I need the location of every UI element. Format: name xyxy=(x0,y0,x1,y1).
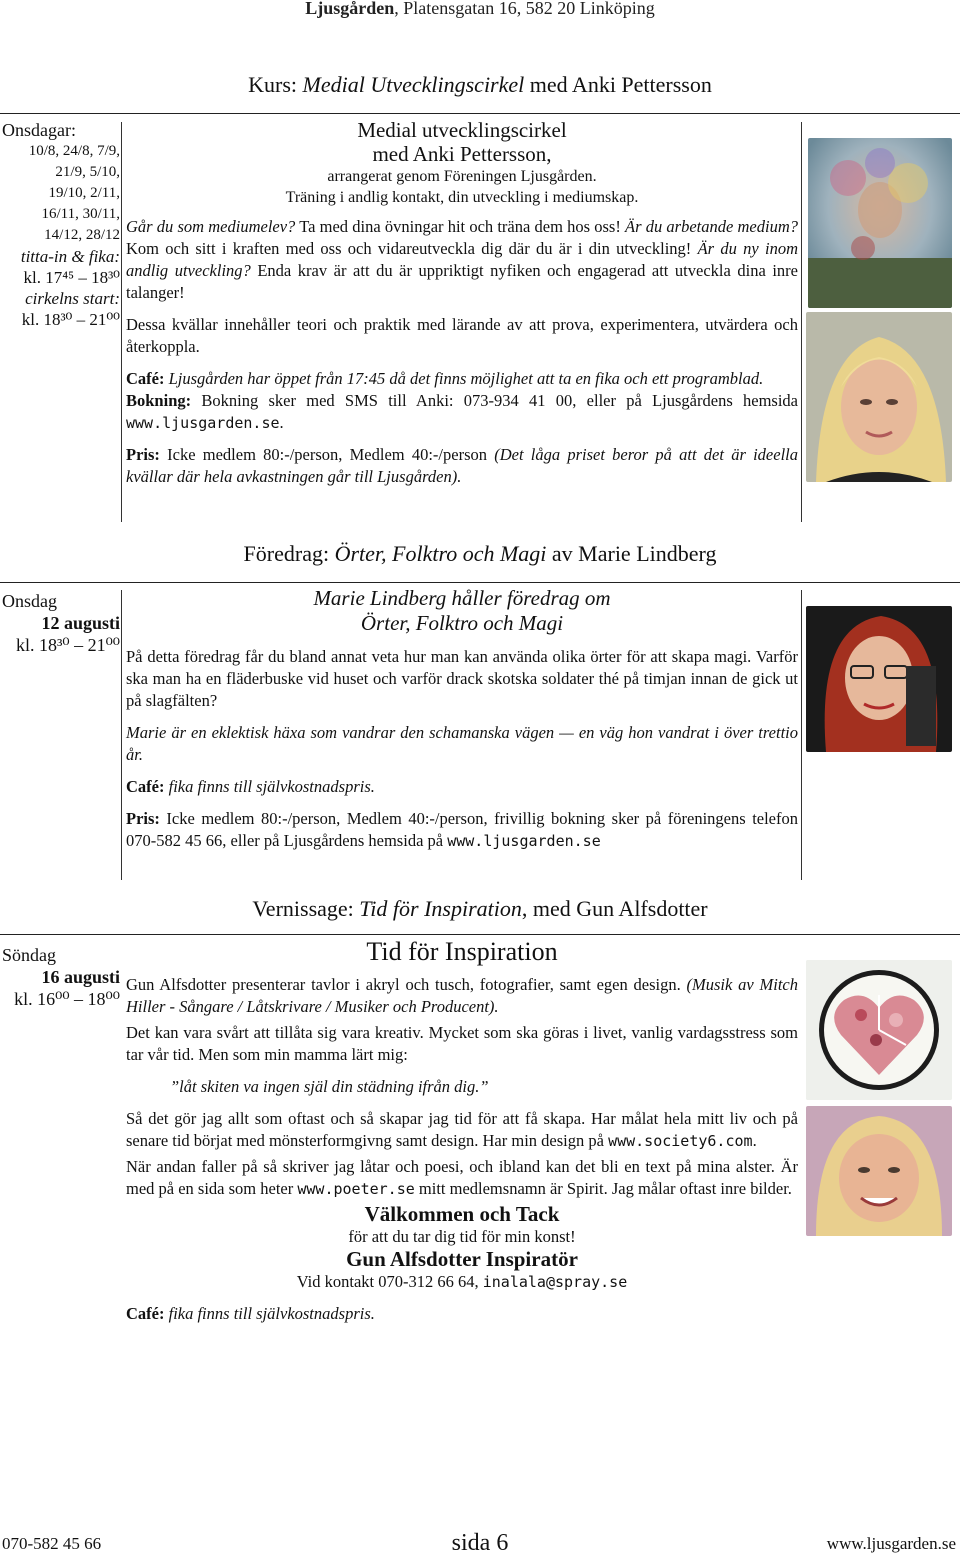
lecture-title-italic: Örter, Folktro och Magi xyxy=(334,541,547,566)
vernissage-paragraph-poetry xyxy=(126,1156,798,1200)
lecture-left-rule xyxy=(121,590,122,880)
contact-text: Vid kontakt 070-312 66 64, xyxy=(296,1272,483,1291)
course-q1: Går du som mediumelev? xyxy=(126,217,296,236)
course-right-rule xyxy=(801,122,802,522)
vernissage-body xyxy=(126,936,798,1335)
lecture-price xyxy=(126,808,798,852)
vernissage-date: 16 augusti xyxy=(41,967,120,987)
course-cafe xyxy=(126,368,798,390)
course-divider xyxy=(0,113,960,114)
cafe-text: fika finns till självkostnadspris. xyxy=(164,1304,375,1323)
price-text: Icke medlem 80:-/person, Medlem 40:-/person xyxy=(159,445,495,464)
lecture-paragraph: På detta föredrag får du bland annat veta hur man kan använda olika örter för att skapa magi. Varför ska man ha en fläderbuske vid huset och varför drack skotska soldater thé på timjan innan de gick ut på slagfälten? xyxy=(126,647,798,710)
thanks-line: för att du tar dig tid för min konst! xyxy=(348,1227,576,1246)
cafe-text: Ljusgården har öppet från 17:45 då det finns möjlighet att ta en fika och ett programblad. xyxy=(164,369,764,388)
poetry-end: mitt medlemsnamn är Spirit. Jag målar oftast inre bilder. xyxy=(414,1179,792,1198)
footer-url[interactable]: www.ljusgarden.se xyxy=(826,1534,956,1553)
cafe-text: fika finns till självkostnadspris. xyxy=(164,777,375,796)
course-booking xyxy=(126,390,798,434)
booking-text: Bokning sker med SMS till Anki: 073-934 41 00, eller på Ljusgårdens hemsida xyxy=(191,391,798,410)
cafe-label: Café: xyxy=(126,369,165,388)
lecture-section-title xyxy=(0,541,960,567)
titta-in-time: kl. 17⁴⁵ – 18³⁰ xyxy=(23,268,120,287)
footer-page: sida 6 xyxy=(451,1530,509,1556)
course-day-label: Onsdagar: xyxy=(2,120,76,140)
design-text: Så det gör jag allt som oftast och så skapar jag tid för att få skapa. Har målat hela mitt liv och på senare tid börjat med mönsterformgivng samt design. Har min design på xyxy=(126,1109,798,1150)
painting-image xyxy=(808,138,952,308)
course-q3: Är du ny inom andlig utveckling? xyxy=(126,239,799,280)
header-place: Ljusgården xyxy=(305,0,395,18)
lecture-heading: Marie Lindberg håller föredrag om xyxy=(313,586,611,610)
vernissage-intro-text: Gun Alfsdotter presenterar tavlor i akryl och tusch, fotografier, samt egen design. xyxy=(126,975,681,994)
course-q2: Är du arbetande medium? xyxy=(625,217,798,236)
vernissage-title-prefix: Vernissage: xyxy=(252,896,360,921)
poeter-link[interactable]: www.poeter.se xyxy=(297,1180,415,1198)
society6-link[interactable]: www.society6.com xyxy=(608,1132,753,1150)
course-date-line: 21/9, 5/10, xyxy=(55,164,120,180)
anki-photo xyxy=(806,312,952,482)
contact-line xyxy=(126,1271,798,1293)
vernissage-title-suffix: , med Gun Alfsdotter xyxy=(521,896,708,921)
lecture-subheading: Örter, Folktro och Magi xyxy=(360,611,564,635)
contact-email[interactable]: inalala@spray.se xyxy=(482,1273,628,1291)
page-header xyxy=(0,0,960,19)
course-schedule xyxy=(2,120,120,330)
design-end: . xyxy=(752,1131,757,1150)
lecture-link[interactable]: www.ljusgarden.se xyxy=(447,832,601,850)
vernissage-title-italic: Tid för Inspiration xyxy=(359,896,522,921)
vernissage-music-note: (Musik av Mitch Hiller - Sångare / Låtskrivare / Musiker och Producent). xyxy=(126,975,798,1016)
course-tagline: Träning i andlig kontakt, din utveckling i mediumskap. xyxy=(285,189,639,206)
booking-end: . xyxy=(279,413,284,432)
lecture-schedule xyxy=(2,590,120,656)
course-content-paragraph: Dessa kvällar innehåller teori och praktik med lärande av att prova, experimentera, utvärdera och återkoppla. xyxy=(126,315,798,356)
booking-link[interactable]: www.ljusgarden.se xyxy=(126,414,280,432)
vernissage-paragraph: Det kan vara svårt att tillåta sig vara kreativ. Mycket som ska göras i livet, vanlig vardagsstress som tar vår tid. Men som min mamma lärt mig: xyxy=(126,1023,798,1064)
vernissage-section-title xyxy=(0,896,960,922)
course-body xyxy=(126,118,798,498)
marie-photo xyxy=(806,606,952,752)
course-a3: Enda krav är att du är uppriktigt nyfiken och engagerad att utveckla dina inre talanger! xyxy=(126,261,798,302)
cirkel-start-time: kl. 18³⁰ – 21⁰⁰ xyxy=(21,310,120,329)
cafe-label: Café: xyxy=(126,777,165,796)
cirkel-start-label: cirkelns start: xyxy=(25,289,120,308)
course-a1: Ta med dina övningar hit och träna dem hos oss! xyxy=(295,217,626,236)
lecture-right-rule xyxy=(801,590,802,880)
course-title-italic: Medial Utvecklingscirkel xyxy=(302,72,525,97)
lecture-bio: Marie är en eklektisk häxa som vandrar den schamanska vägen — en väg hon vandrat i över trettio år. xyxy=(126,723,798,764)
lecture-title-prefix: Föredrag: xyxy=(243,541,335,566)
price-label: Pris: xyxy=(126,445,160,464)
footer-phone: 070-582 45 66 xyxy=(2,1534,102,1553)
course-title-prefix: Kurs: xyxy=(248,72,303,97)
vernissage-cafe xyxy=(126,1303,798,1325)
course-title-suffix: med Anki Pettersson xyxy=(524,72,712,97)
course-intro-paragraph xyxy=(126,216,798,304)
signature: Gun Alfsdotter Inspiratör xyxy=(346,1247,578,1271)
lecture-date: 12 augusti xyxy=(41,613,120,633)
titta-in-label: titta-in & fika: xyxy=(20,247,120,266)
vernissage-quote: ”låt skiten va ingen själ din städning ifrån dig.” xyxy=(170,1077,489,1096)
cafe-label: Café: xyxy=(126,1304,165,1323)
price-label: Pris: xyxy=(126,809,160,828)
vernissage-intro xyxy=(126,974,798,1018)
lecture-time: kl. 18³⁰ – 21⁰⁰ xyxy=(15,635,120,655)
course-date-line: 19/10, 2/11, xyxy=(48,185,120,201)
vernissage-divider xyxy=(0,934,960,935)
course-arranger: arrangerat genom Föreningen Ljusgården. xyxy=(327,168,597,185)
price-note: (Det låga priset beror på att det är ideella kvällar där hela avkastningen går till Ljusgården). xyxy=(126,445,798,486)
welcome-heading: Välkommen och Tack xyxy=(364,1202,560,1226)
vernissage-heading: Tid för Inspiration xyxy=(366,937,558,966)
course-subheading: med Anki Pettersson, xyxy=(372,142,552,166)
lecture-title-suffix: av Marie Lindberg xyxy=(546,541,717,566)
lecture-cafe xyxy=(126,776,798,798)
course-date-line: 14/12, 28/12 xyxy=(44,227,120,243)
course-a2: Kom och sitt i kraften med oss och vidareutveckla dig där du är i din utveckling! xyxy=(126,239,698,258)
course-date-line: 10/8, 24/8, 7/9, xyxy=(28,143,120,159)
poetry-text: När andan faller på så skriver jag låtar och poesi, och ibland kan det bli en text på mina alster. Är med på en sida som heter xyxy=(126,1157,798,1198)
vernissage-schedule xyxy=(2,944,120,1010)
vernissage-time: kl. 16⁰⁰ – 18⁰⁰ xyxy=(14,989,120,1009)
vernissage-paragraph-design xyxy=(126,1108,798,1152)
course-heading: Medial utvecklingscirkel xyxy=(357,118,567,142)
price-text: Icke medlem 80:-/person, Medlem 40:-/person, frivillig bokning sker på föreningens telefon 070-582 45 66, eller på Ljusgårdens hemsida på xyxy=(126,809,798,850)
heart-clock-image xyxy=(806,960,952,1100)
booking-label: Bokning: xyxy=(126,391,192,410)
course-price xyxy=(126,444,798,488)
course-section-title xyxy=(0,72,960,98)
course-date-line: 16/11, 30/11, xyxy=(41,206,120,222)
lecture-divider xyxy=(0,582,960,583)
vernissage-day: Söndag xyxy=(2,945,56,965)
gun-photo xyxy=(806,1106,952,1236)
course-left-rule xyxy=(121,122,122,522)
lecture-day: Onsdag xyxy=(2,591,57,611)
course-dates xyxy=(2,141,120,246)
lecture-body xyxy=(126,586,798,862)
header-address: , Platensgatan 16, 582 20 Linköping xyxy=(394,0,655,18)
